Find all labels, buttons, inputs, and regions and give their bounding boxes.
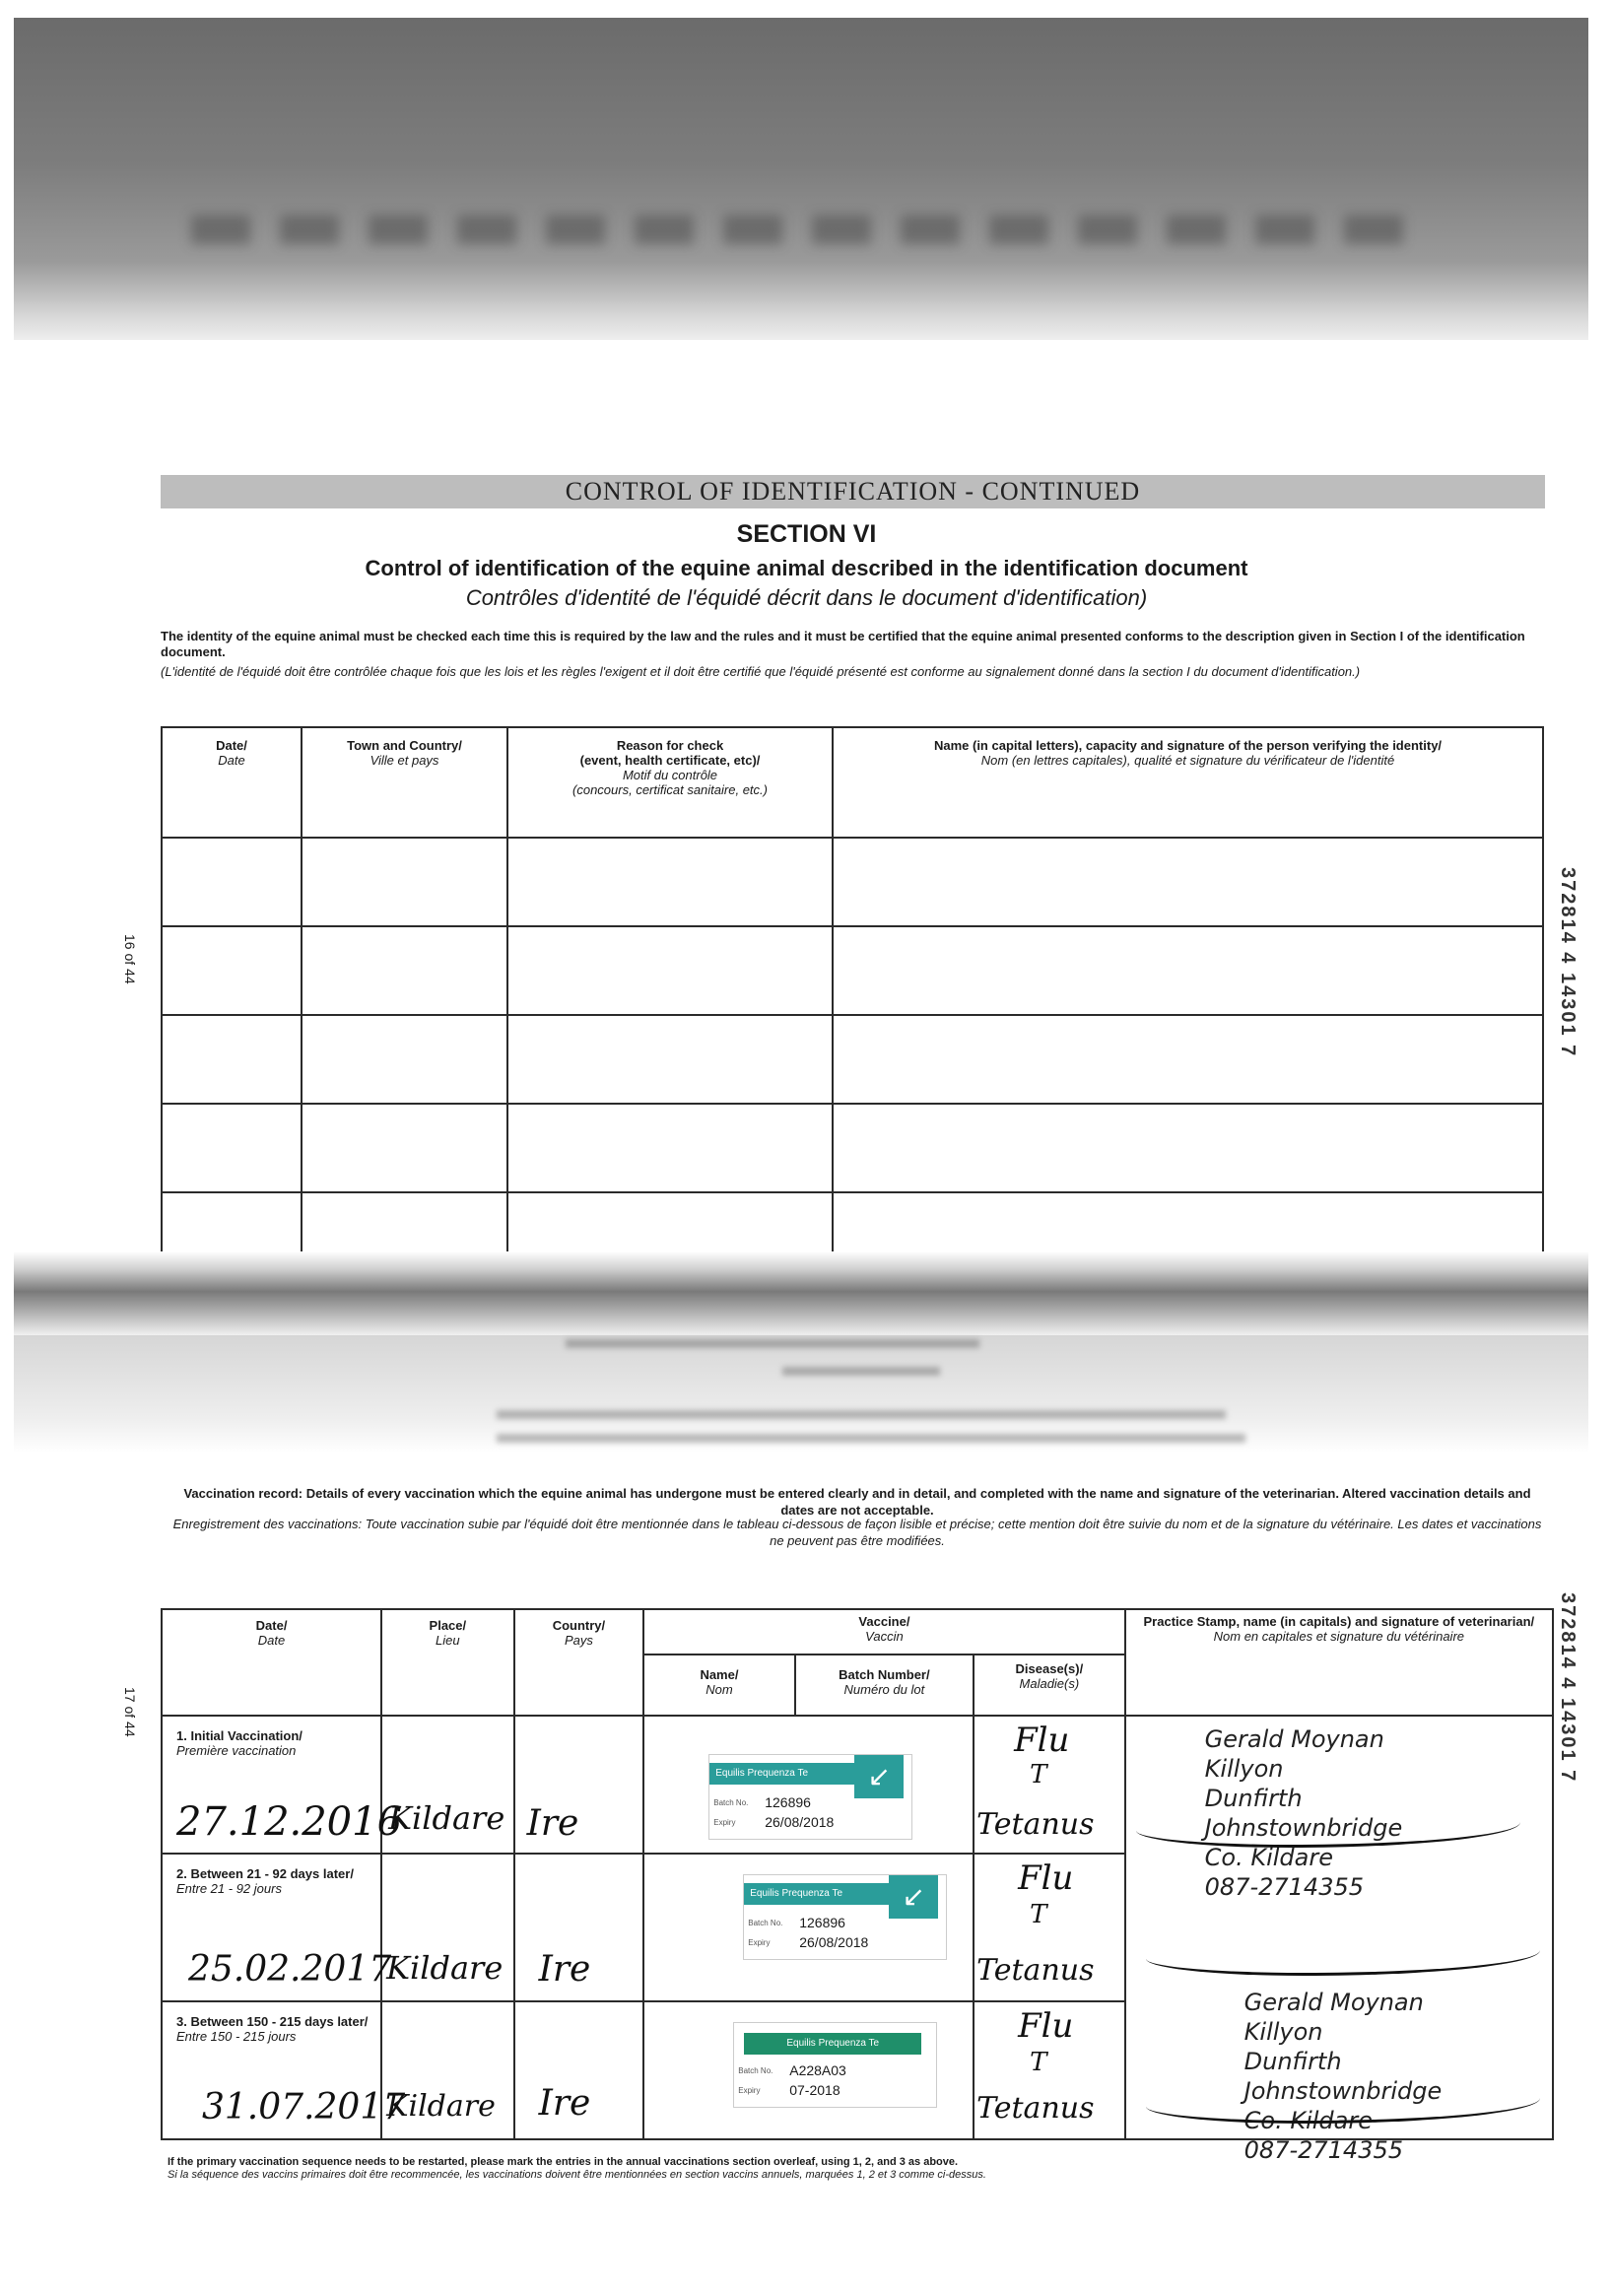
header-label-fr: Motif du contrôle (concours, certificat sanitaire, etc.) (572, 768, 768, 797)
stamp-line: Johnstownbridge (1243, 2077, 1443, 2105)
table-header-row (162, 727, 1543, 838)
disease-t: T (1030, 1900, 1047, 1929)
vaccination-intro-en: Vaccination record: Details of every vaccination which the equine animal has undergone must be entered clearly and in detail, and completed with the name and signature of the veterinarian. Altered vaccination details and dates are not acceptable. (183, 1486, 1531, 1518)
vaccine-sticker (733, 2022, 937, 2108)
ghost-line (782, 1367, 940, 1376)
disease-tetanus: Tetanus (976, 1807, 1095, 1842)
cell[interactable] (833, 1015, 1543, 1104)
header-label: Name (in capital letters), capacity and signature of the person verifying the identity/ (933, 738, 1443, 753)
header-label: Date/ (216, 738, 247, 753)
disease-cell[interactable] (974, 1854, 1125, 2001)
handwritten-country: Ire (538, 1949, 591, 1990)
handwritten-place: Kildare (386, 1949, 504, 1987)
stamp-line: Co. Kildare (1204, 1844, 1334, 1871)
header-label-fr: Lieu (436, 1633, 460, 1648)
table-row (162, 1015, 1543, 1104)
cell[interactable] (833, 838, 1543, 926)
ghost-line (497, 1434, 1245, 1443)
disease-cell[interactable] (974, 1716, 1125, 1854)
header-practice-stamp (1125, 1609, 1553, 1716)
stamp-phone: 087-2714355 (1243, 2136, 1404, 2164)
disease-t: T (1030, 1760, 1047, 1790)
batch-number: 126896 (765, 1794, 811, 1810)
header-verifier (833, 727, 1543, 838)
batch-number: 126896 (799, 1915, 845, 1930)
header-label-fr: Nom (706, 1682, 733, 1697)
cell[interactable] (507, 1104, 833, 1192)
handwritten-country: Ire (526, 1803, 579, 1844)
cell[interactable] (162, 926, 302, 1015)
header-label: Vaccine/ (858, 1614, 910, 1629)
disease-tetanus: Tetanus (976, 1953, 1095, 1988)
cell[interactable] (507, 926, 833, 1015)
vaccine-sticker-cell[interactable] (643, 1716, 974, 1854)
header-label: Disease(s)/ (1015, 1661, 1084, 1676)
page-number-upper: 16 of 44 (122, 934, 138, 984)
table-row (162, 1104, 1543, 1192)
cell[interactable] (302, 1015, 507, 1104)
stamp-phone: 087-2714355 (1204, 1873, 1365, 1901)
arrow-icon: ↙ (854, 1755, 904, 1798)
stamp-line: Killyon (1243, 2018, 1323, 2046)
cell[interactable] (833, 926, 1543, 1015)
intro-text-en: The identity of the equine animal must be checked each time this is required by the law and the rules and it must be certified that the equine animal presented conforms to the description given in Section I of the identification document. (161, 629, 1525, 659)
date-cell[interactable] (162, 1854, 392, 2001)
header-date (162, 1609, 381, 1716)
handwritten-date: 25.02.2017 (188, 1949, 392, 1990)
header-label: Batch Number/ (839, 1667, 930, 1682)
cell[interactable] (302, 838, 507, 926)
header-label-fr: Date (218, 753, 245, 768)
stamp-vet-name: Gerald Moynan (1204, 1725, 1384, 1753)
side-code-upper: 372814 4 14301 7 (1557, 867, 1579, 1058)
expiry-date: 26/08/2018 (799, 1934, 869, 1950)
table-header-row (162, 1609, 1553, 1654)
table-row (162, 926, 1543, 1015)
cell[interactable] (162, 1015, 302, 1104)
header-label: Country/ (552, 1618, 606, 1633)
header-town (302, 727, 507, 838)
cell[interactable] (507, 838, 833, 926)
practice-stamp-cell[interactable] (1125, 1716, 1553, 2164)
previous-page-shadow (14, 18, 1588, 343)
header-country (514, 1609, 644, 1716)
identification-check-table (161, 726, 1544, 1282)
header-label: Date/ (255, 1618, 288, 1633)
expiry-label: Expiry (748, 1938, 771, 1947)
fold-ghost-text (14, 1335, 1588, 1453)
place-cell[interactable] (381, 1854, 514, 2001)
row-label-en: 1. Initial Vaccination/ (176, 1728, 302, 1743)
vaccination-intro-fr: Enregistrement des vaccinations: Toute vaccination subie par l'équidé doit être mentionnée dans le tableau ci-dessous de façon lisible et précise; cette mention doit être suivie du nom et de la signature du vétérinaire. Les dates et vaccinations ne peuvent pas être modifiées. (172, 1517, 1542, 1548)
country-cell[interactable] (514, 1854, 644, 2001)
footnote (168, 2156, 1399, 2182)
header-label: Reason for check (event, health certificate, etc)/ (579, 738, 761, 768)
footnote-fr: Si la séquence des vaccins primaires doit être recommencée, les vaccinations doivent être mentionnées en section vaccins annuels, marquées 1, 2 et 3 comme ci-dessus. (168, 2169, 986, 2181)
expiry-date: 26/08/2018 (765, 1814, 835, 1830)
handwritten-date: 31.07.2017 (202, 2087, 406, 2127)
arrow-icon: ↙ (889, 1875, 938, 1919)
header-label-fr: Nom en capitales et signature du vétérinaire (1213, 1629, 1465, 1644)
vet-signature (1136, 1805, 1520, 1848)
disease-flu: Flu (1014, 1721, 1070, 1760)
expiry-label: Expiry (713, 1818, 736, 1827)
handwritten-place: Kildare (386, 2089, 496, 2124)
subtitle-fr: Contrôles d'identité de l'équidé décrit dans le document d'identification) (465, 585, 1148, 610)
batch-label: Batch No. (738, 2066, 773, 2075)
row-label-fr: Entre 21 - 92 jours (176, 1881, 282, 1896)
vet-signature (1146, 2081, 1540, 2124)
page-fold (14, 1251, 1588, 1340)
header-vaccine-name (643, 1654, 794, 1716)
footnote-en: If the primary vaccination sequence needs to be restarted, please mark the entries in the annual vaccinations section overleaf, using 1, 2, and 3 as above. (168, 2156, 959, 2168)
expiry-date: 07-2018 (789, 2082, 840, 2098)
header-disease (974, 1654, 1125, 1716)
table-row (162, 1716, 1553, 1854)
date-cell[interactable] (162, 1716, 403, 1854)
stamp-line: Johnstownbridge (1204, 1814, 1403, 1842)
expiry-label: Expiry (738, 2086, 761, 2095)
disease-flu: Flu (1018, 2006, 1074, 2046)
stamp-line: Dunfirth (1204, 1785, 1303, 1812)
handwritten-date: 27.12.2016 (176, 1799, 403, 1845)
batch-label: Batch No. (713, 1798, 749, 1807)
header-batch (795, 1654, 974, 1716)
side-code-lower: 372814 4 14301 7 (1557, 1592, 1579, 1784)
cell[interactable] (833, 1104, 1543, 1192)
cell[interactable] (507, 1015, 833, 1104)
place-cell[interactable] (381, 1716, 514, 1854)
header-label: Practice Stamp, name (in capitals) and signature of veterinarian/ (1143, 1614, 1535, 1629)
sticker-title: Equilis Prequenza Te (744, 2033, 921, 2055)
cell[interactable] (162, 1104, 302, 1192)
header-label: Place/ (429, 1618, 467, 1633)
header-label-fr: Maladie(s) (1019, 1676, 1080, 1691)
practice-stamp-2 (1244, 1988, 1443, 2165)
vaccine-sticker-cell[interactable] (643, 1854, 974, 2001)
disease-tetanus: Tetanus (976, 2091, 1095, 2126)
header-label-fr: Ville et pays (370, 753, 439, 768)
ghost-line (566, 1339, 979, 1348)
stamp-vet-name: Gerald Moynan (1243, 1989, 1424, 2016)
subtitle-en: Control of identification of the equine animal described in the identification document (365, 556, 1248, 580)
row-label (176, 1866, 354, 1896)
stamp-line: Dunfirth (1243, 2048, 1342, 2075)
disease-flu: Flu (1018, 1858, 1074, 1898)
intro-text-fr: (L'identité de l'équidé doit être contrôlée chaque fois que les lois et les règles l'exigent et il doit être certifié que l'équidé présenté est conforme au signalement donné dans la section I du document d'identification.) (161, 664, 1361, 679)
header-label: Town and Country/ (347, 738, 462, 753)
handwritten-place: Kildare (388, 1799, 505, 1837)
header-reason (507, 727, 833, 838)
header-vaccine (643, 1609, 1124, 1654)
header-place (381, 1609, 514, 1716)
vet-signature (1146, 1933, 1540, 1976)
cell[interactable] (302, 1104, 507, 1192)
handwritten-country: Ire (538, 2083, 591, 2124)
header-label-fr: Numéro du lot (843, 1682, 925, 1697)
date-cell[interactable] (162, 2001, 406, 2139)
place-cell[interactable] (381, 2001, 514, 2139)
vaccine-sticker (708, 1754, 912, 1840)
stamp-line: Co. Kildare (1243, 2107, 1374, 2134)
row-label-fr: Entre 150 - 215 jours (176, 2029, 297, 2044)
disease-t: T (1030, 2048, 1047, 2077)
row-label (176, 1728, 302, 1758)
sticker-title: Equilis Prequenza Te (744, 1883, 892, 1905)
sticker-title: Equilis Prequenza Te (709, 1763, 857, 1785)
cell[interactable] (162, 838, 302, 926)
vaccine-sticker-cell[interactable] (643, 2001, 974, 2139)
stamp-line: Killyon (1204, 1755, 1284, 1783)
row-label-fr: Première vaccination (176, 1743, 297, 1758)
section-heading: SECTION VI (736, 520, 877, 548)
table-row (162, 838, 1543, 926)
cell[interactable] (302, 926, 507, 1015)
header-label-fr: Nom (en lettres capitales), qualité et signature du vérificateur de l'identité (980, 753, 1395, 768)
country-cell[interactable] (514, 2001, 644, 2139)
row-label-en: 2. Between 21 - 92 days later/ (176, 1866, 354, 1881)
header-date (162, 727, 302, 838)
header-label-fr: Date (257, 1633, 286, 1648)
ghost-line (497, 1410, 1226, 1419)
disease-cell[interactable] (974, 2001, 1125, 2139)
page-number-lower: 17 of 44 (122, 1687, 138, 1737)
batch-number: A228A03 (789, 2062, 846, 2078)
header-label-fr: Vaccin (865, 1629, 904, 1644)
header-label: Name/ (700, 1667, 739, 1682)
vaccine-sticker (743, 1874, 947, 1960)
row-label-en: 3. Between 150 - 215 days later/ (176, 2014, 369, 2029)
country-cell[interactable] (514, 1716, 644, 1854)
row-label (176, 2014, 368, 2044)
section-band: CONTROL OF IDENTIFICATION - CONTINUED (161, 475, 1545, 508)
header-label-fr: Pays (564, 1633, 593, 1648)
blurred-text (191, 215, 1423, 244)
batch-label: Batch No. (748, 1919, 783, 1927)
